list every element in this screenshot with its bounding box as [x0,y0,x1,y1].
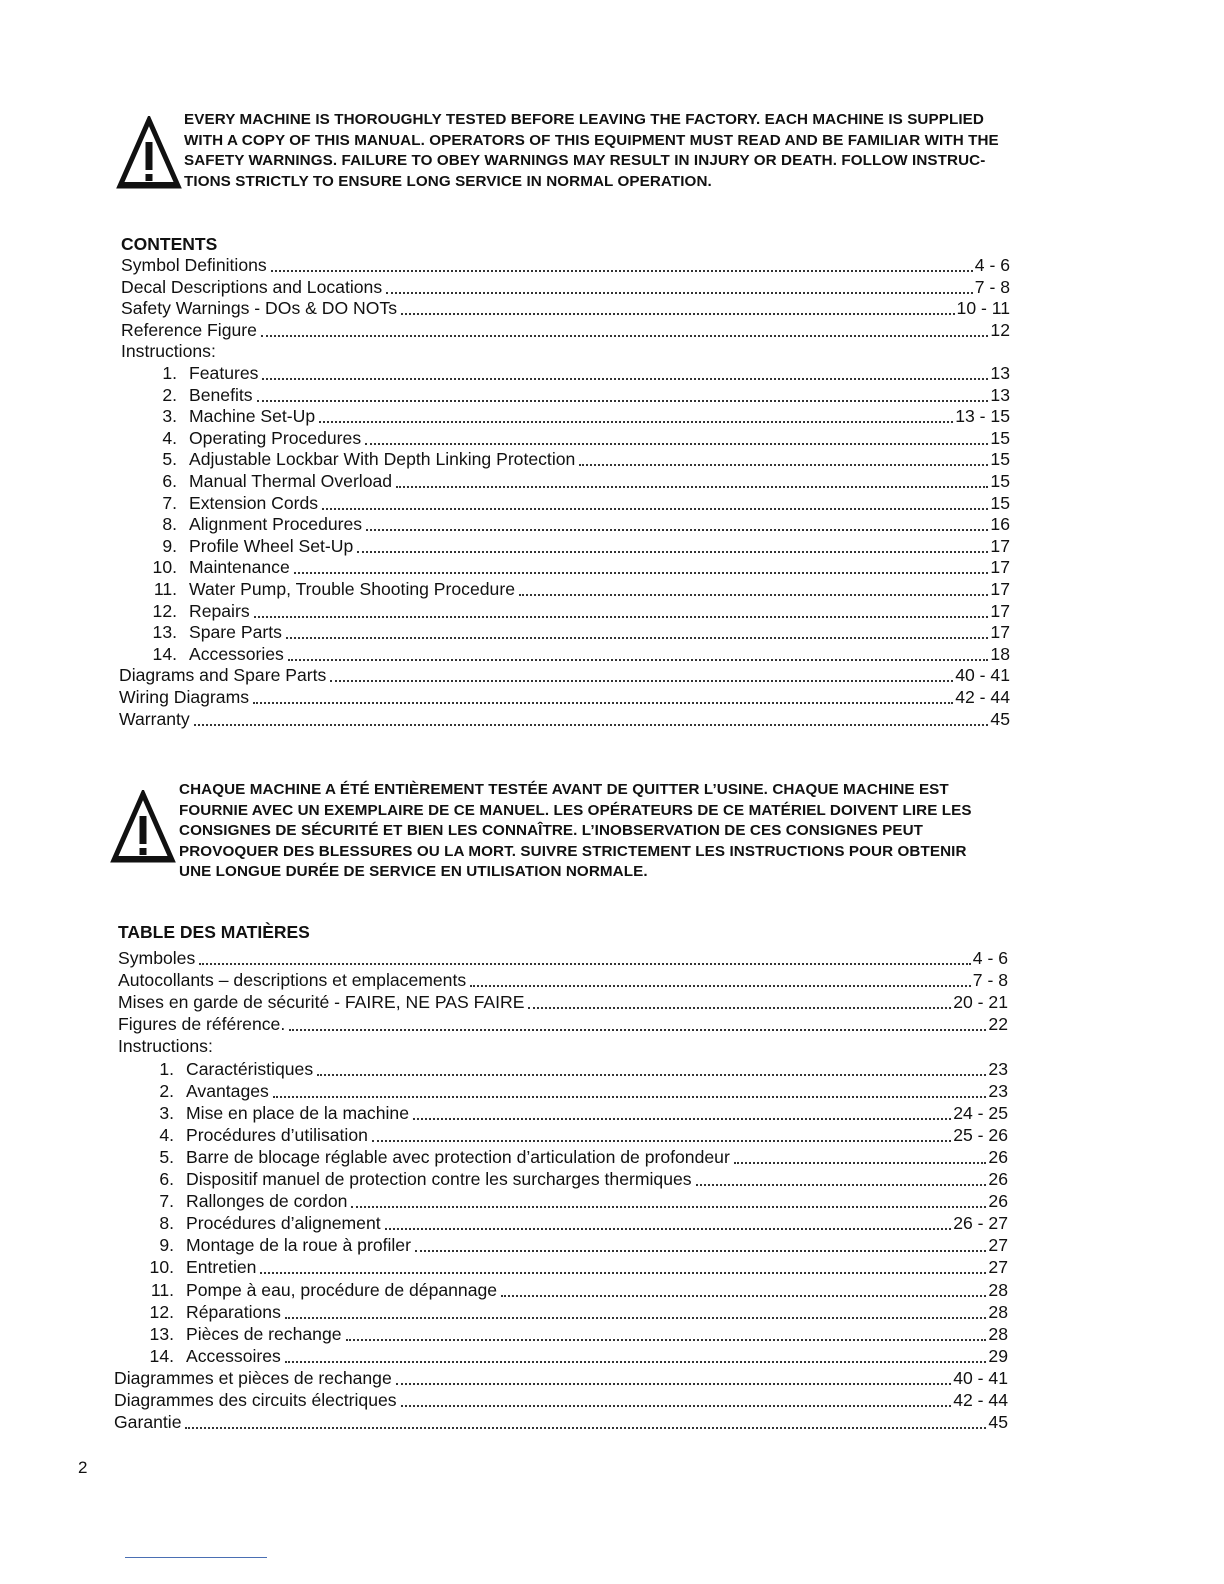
toc-entry-label: Dispositif manuel de protection contre les surcharges thermiques [186,1169,692,1189]
toc-entry-page: 15 [990,427,1010,448]
toc-instruction-entry [138,1080,1008,1102]
toc-entry-page: 42 - 44 [953,1390,1008,1410]
toc-entry-page: 45 [988,1412,1008,1433]
toc-entry-label: Procédures d’utilisation [186,1124,368,1145]
toc-entry-label: Machine Set-Up [189,406,316,427]
toc-entry-label: Repairs [189,600,250,621]
dot-leader [519,584,988,596]
dot-leader [260,1262,986,1274]
dot-leader [322,498,988,510]
toc-entry-number: 13. [152,622,177,643]
toc-entry-number: 1. [159,1058,174,1079]
toc-entry-label: Pompe à eau, procédure de dépannage [186,1279,498,1300]
dot-leader [413,1108,951,1120]
toc-instruction-entry [141,513,1010,535]
toc-entry-label: Autocollants – descriptions et emplacements [118,970,467,991]
dot-leader [346,1329,987,1341]
toc-entry-label: Extension Cords [189,492,319,513]
dot-leader [254,606,989,618]
toc-instruction-entry [141,556,1010,578]
toc-instruction-entry [141,427,1010,449]
toc-instruction-entry [141,448,1010,470]
toc-entry-label: Benefits [189,384,253,405]
toc-instruction-entry [141,600,1010,622]
toc-entry [114,1389,1008,1411]
toc-entry-label: Procédures d’alignement [186,1213,381,1234]
toc-entry-page: 28 [988,1279,1008,1300]
toc-entry-page: 26 [988,1191,1008,1212]
dot-leader [289,1019,986,1031]
toc-entry-label: Spare Parts [189,622,282,643]
toc-entry [114,1411,1008,1433]
toc-entry-number: 14. [149,1345,174,1366]
toc-entry-number: 2. [159,1080,174,1101]
toc-entry-page: 28 [988,1301,1008,1322]
toc-entry-number: 10. [149,1257,174,1278]
toc-entry-page: 45 [990,708,1010,729]
toc-entry-label: Caractéristiques [186,1058,314,1079]
toc-entry-label: Avantages [186,1080,269,1101]
toc-entry-page: 18 [990,643,1010,664]
toc-entry-number: 11. [150,1279,174,1300]
toc-entry-label: Diagrammes des circuits électriques [114,1390,397,1410]
dot-leader [401,303,955,315]
toc-entry [119,664,1010,686]
dot-leader [285,1307,987,1319]
toc-entry-page: 7 - 8 [972,970,1008,991]
toc-instruction-entry [138,1168,1008,1190]
toc-entry-page: 7 - 8 [974,276,1010,297]
toc-entry-page: 15 [990,492,1010,513]
toc-entry-number: 3. [159,1102,174,1123]
toc-entry-number: 5. [162,449,177,470]
toc-entry [114,1367,1008,1389]
toc-entry-page: 13 [990,384,1010,405]
toc-entry-page: 24 - 25 [953,1102,1008,1123]
dot-leader [273,1086,987,1098]
dot-leader [415,1240,986,1252]
toc-entry-label: Réparations [186,1301,281,1322]
toc-entry-page: 40 - 41 [953,1367,1008,1388]
toc-entry-page: 26 [988,1169,1008,1189]
dot-leader [696,1174,987,1186]
toc-instruction-entry [141,470,1010,492]
instructions-label: Instructions: [121,341,216,362]
dot-leader [365,433,988,445]
toc-instruction-entry [141,578,1010,600]
toc-entry-page: 15 [990,471,1010,491]
toc-entry-label: Mises en garde de sécurité - FAIRE, NE PAS FAIRE [118,992,525,1013]
toc-entry-label: Accessoires [186,1345,281,1366]
toc-instruction-entry [138,1323,1008,1345]
toc-entry-number: 5. [159,1146,174,1167]
toc-entry-number: 6. [162,471,177,491]
toc-entry-page: 4 - 6 [972,948,1008,968]
toc-entry-label: Decal Descriptions and Locations [121,276,383,297]
dot-leader [396,476,988,488]
toc-entry [119,686,1010,708]
toc-entry-label: Accessories [189,643,284,664]
toc-entry-number: 6. [159,1169,174,1189]
toc-entry [121,276,1010,298]
toc-entry-number: 11. [153,579,177,599]
toc-entry-label: Water Pump, Trouble Shooting Procedure [189,579,515,599]
dot-leader [401,1395,952,1407]
toc-instruction-entry [138,1345,1008,1367]
toc-entry-number: 14. [152,643,177,664]
dot-leader [253,692,953,704]
toc-entry-label: Symbol Definitions [121,255,267,275]
dot-leader [286,627,989,639]
dot-leader [372,1130,951,1142]
toc-entry-page: 15 [990,449,1010,470]
toc-instruction-entry [138,1234,1008,1256]
toc-entry-label: Figures de référence. [118,1014,286,1035]
toc-entry-number: 12. [152,600,177,621]
dot-leader [294,562,989,574]
dot-leader [194,714,989,726]
toc-instruction-entry [141,621,1010,643]
dot-leader [262,368,988,380]
toc-entry-label: Adjustable Lockbar With Depth Linking Protection [189,449,576,470]
dot-leader [319,411,953,423]
toc-entry-page: 13 - 15 [955,406,1010,427]
toc-instruction-entry [138,1124,1008,1146]
toc-entry-label: Symboles [118,948,196,968]
toc-entry-number: 10. [152,557,177,578]
toc-instruction-entry [141,384,1010,406]
contents-heading: CONTENTS [121,234,218,254]
toc-entry-number: 4. [162,427,177,448]
toc-entry-page: 17 [990,600,1010,621]
toc-entry-page: 23 [988,1080,1008,1101]
toc-entry [118,969,1008,991]
toc-entry-label: Manual Thermal Overload [189,471,393,491]
instructions-label: Instructions: [118,1036,213,1057]
toc-entry-page: 10 - 11 [956,298,1010,319]
page-number: 2 [78,1458,88,1477]
dot-leader [385,1218,952,1230]
toc-entry-number: 4. [159,1124,174,1145]
toc-entry [118,991,1008,1013]
toc-instruction-entry [138,1279,1008,1301]
toc-entry-page: 13 [990,363,1010,383]
toc-instruction-entry [141,492,1010,514]
toc-entry-page: 4 - 6 [974,255,1010,275]
dot-leader [285,1351,987,1363]
toc-entry-page: 29 [988,1345,1008,1366]
toc-entry-label: Diagrammes et pièces de rechange [114,1367,392,1388]
dot-leader [261,325,988,337]
toc-instruction-entry [138,1058,1008,1080]
dot-leader [351,1196,986,1208]
toc-entry-page: 27 [988,1257,1008,1278]
dot-leader [386,282,973,294]
toc-entry-label: Wiring Diagrams [119,687,250,707]
toc-entry-label: Entretien [186,1257,257,1278]
toc-instruction-entry [141,405,1010,427]
toc-instruction-entry [141,535,1010,557]
dot-leader [185,1417,986,1429]
toc-entry-page: 16 [990,514,1010,535]
dot-leader [357,541,988,553]
dot-leader [271,260,973,272]
dot-leader [257,390,989,402]
toc-instruction-entry [138,1102,1008,1124]
french-warning-text: CHAQUE MACHINE A ÉTÉ ENTIÈREMENT TESTÉE AVANT DE QUITTER L’USINE. CHAQUE MACHINE EST FOURNIE AVEC UN EXEMPLAIRE DE CE MANUEL. LES OPÉRATEURS DE CE MATÉRIEL DOIVENT LIRE LES CONSIGNES DE SÉCURITÉ ET BIEN LES CONNAÎTRE. L’INOBSERVATION DE CES CONSIGNES PEUT PROVOQUER DES BLESSURES OU LA MORT. SUIVRE STRICTEMENT LES INSTRUCTIONS POUR OBTENIR UNE LONGUE DURÉE DE SERVICE EN UTILISATION NORMALE. [179,781,972,880]
toc-entry-label: Mise en place de la machine [186,1102,409,1123]
warning-triangle-icon [116,116,182,190]
toc-entry-page: 17 [990,579,1010,599]
toc-entry-number: 13. [149,1323,174,1344]
toc-entry-number: 9. [159,1235,174,1256]
dot-leader [317,1064,986,1076]
dot-leader [734,1152,987,1164]
dot-leader [288,649,989,661]
toc-entry-number: 3. [162,406,177,427]
toc-instruction-entry [138,1190,1008,1212]
toc-entry-page: 17 [990,557,1010,578]
footer-rule [125,1557,267,1558]
dot-leader [470,975,971,987]
toc-entry-number: 2. [162,384,177,405]
toc-entry-label: Rallonges de cordon [186,1191,348,1212]
toc-entry-page: 12 [990,319,1010,340]
toc-instruction-entry [138,1212,1008,1234]
toc-instruction-entry [138,1256,1008,1278]
toc-entry-page: 17 [990,622,1010,643]
toc-entry-label: Profile Wheel Set-Up [189,535,354,556]
toc-entry-number: 1. [162,363,177,383]
toc-entry-label: Maintenance [189,557,290,578]
toc-entry-page: 26 - 27 [953,1213,1008,1234]
dot-leader [501,1285,986,1297]
toc-instruction-entry [138,1146,1008,1168]
toc-entry-label: Garantie [114,1412,182,1433]
dot-leader [199,953,971,965]
toc-entry-label: Reference Figure [121,319,257,340]
toc-entry-page: 23 [988,1058,1008,1079]
table-des-matieres-heading: TABLE DES MATIÈRES [118,922,310,942]
toc-entry-label: Warranty [119,708,190,729]
toc-entry-page: 26 [988,1146,1008,1167]
toc-entry [119,708,1010,730]
toc-entry-number: 8. [162,514,177,535]
toc-instruction-entry [138,1301,1008,1323]
toc-entry-page: 22 [988,1014,1008,1035]
toc-entry-page: 42 - 44 [955,687,1010,707]
toc-entry [121,297,1010,319]
toc-entry-label: Alignment Procedures [189,514,363,535]
toc-entry [118,1013,1008,1035]
toc-entry-label: Operating Procedures [189,427,362,448]
toc-entry-page: 40 - 41 [955,665,1010,686]
toc-entry-page: 27 [988,1235,1008,1256]
dot-leader [366,519,988,531]
toc-entry-number: 12. [149,1301,174,1322]
toc-entry-page: 20 - 21 [953,992,1008,1013]
toc-entry-number: 7. [159,1191,174,1212]
warning-triangle-icon [110,790,176,864]
toc-entry-page: 25 - 26 [953,1124,1008,1145]
toc-entry-number: 8. [159,1213,174,1234]
toc-entry-page: 28 [988,1323,1008,1344]
toc-entry [121,254,1010,276]
toc-entry-number: 9. [162,535,177,556]
dot-leader [579,454,988,466]
toc-entry-label: Features [189,363,259,383]
toc-entry-page: 17 [990,535,1010,556]
dot-leader [330,670,953,682]
toc-entry [121,319,1010,341]
toc-entry-label: Safety Warnings - DOs & DO NOTs [121,298,398,319]
dot-leader [528,997,951,1009]
toc-instruction-entry [141,362,1010,384]
toc-entry-number: 7. [162,492,177,513]
toc-entry-label: Montage de la roue à profiler [186,1235,411,1256]
toc-entry-label: Pièces de rechange [186,1323,342,1344]
toc-entry-label: Diagrams and Spare Parts [119,665,327,686]
dot-leader [396,1373,951,1385]
toc-entry-label: Barre de blocage réglable avec protection d’articulation de profondeur [186,1146,730,1167]
toc-entry [118,947,1008,969]
toc-instruction-entry [141,643,1010,665]
english-warning-text: EVERY MACHINE IS THOROUGHLY TESTED BEFORE LEAVING THE FACTORY. EACH MACHINE IS SUPPLIED WITH A COPY OF THIS MANUAL. OPERATORS OF THIS EQUIPMENT MUST READ AND BE FAMILIAR WITH THE SAFETY WARNINGS. FAILURE TO OBEY WARNINGS MAY RESULT IN INJURY OR DEATH. FOLLOW INSTRUC- TIONS STRICTLY TO ENSURE LONG SERVICE IN NORMAL OPERATION. [184,111,999,190]
